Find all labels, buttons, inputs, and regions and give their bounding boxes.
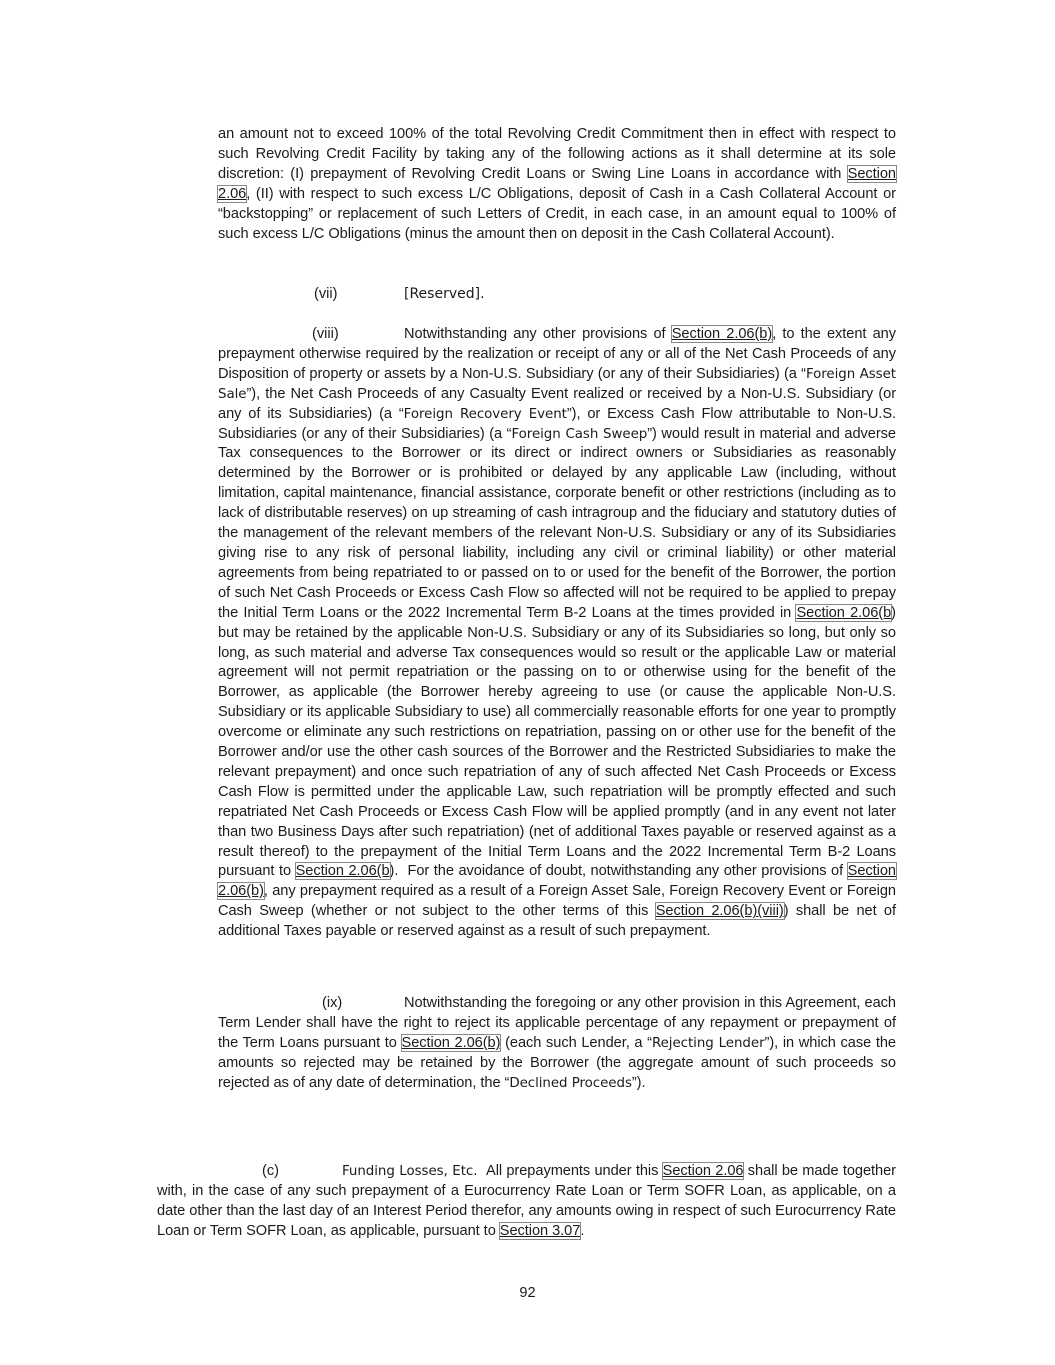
section-link[interactable]: Section 2.06(b) <box>401 1034 501 1051</box>
section-link[interactable]: Section 2.06 <box>662 1163 744 1179</box>
clause-viii-paragraph: Notwithstanding any other provisions of Section 2.06(b), to the extent any prepayment otherwise required by the realization or receipt of any or all of the Net Cash Proceeds of any Disposition of property or assets by a Non-U.S. Subsidiary (or any of their Subsidiaries) (a “Foreign Asset Sale”), the Net Cash Proceeds of any Casualty Event realized or received by a Non-U.S. Subsidiary (or any of its Subsidiaries) (a “Foreign Recovery Event”), or Excess Cash Flow attributable to Non-U.S. Subsidiaries (or any of their Subsidiaries) (a “Foreign Cash Sweep”) would result in material and adverse Tax consequences to the Borrower or its direct or indirect owners or Subsidiaries as reasonably determined by the Borrower or is prohibited or delayed by any applicable Law (including, without limitation, capital maintenance, financial assistance, corporate benefit or other restrictions (including as to lack of distributable reserves) on up streaming of cash intragroup and the fiduciary and statutory duties of the management of the relevant members of the relevant Non-U.S. Subsidiary or any of its Subsidiaries giving rise to any risk of personal liability, including any civil or criminal liability) or other material agreements from being repatriated to or passed on to or used for the benefit of the Borrower, the portion of such Net Cash Proceeds or Excess Cash Flow so affected will not be required to be applied to prepay the Initial Term Loans or the 2022 Incremental Term B-2 Loans at the times provided in Section 2.06(b) but may be retained by the applicable Non-U.S. Subsidiary or any of its Subsidiaries so long, but only so long, as such material and adverse Tax consequences would so result or the applicable Law or material agreement will not permit repatriation or the passing on to or otherwise using for the benefit of the Borrower, as applicable (the Borrower hereby agreeing to use (or cause the applicable Non-U.S. Subsidiary or its applicable Subsidiary to use) all commercially reasonable efforts for one year to promptly overcome or eliminate any such restrictions on repatriation, passing on or other use for the benefit of the Borrower and/or use the other cash sources of the Borrower and the Restricted Subsidiaries to make the relevant prepayment) and once such repatriation of any of such affected Net Cash Proceeds or Excess Cash Flow is permitted under the applicable Law, such repatriation will be promptly effected and such repatriated Net Cash Proceeds or Excess Cash Flow will be applied promptly (and in any event not later than two Business Days after such repatriation) (net of additional Taxes payable or reserved against as a result thereof) to the prepayment of the Initial Term Loans and the 2022 Incremental Term B-2 Loans pursuant to Section 2.06(b). For the avoidance of doubt, notwithstanding any other provisions of Section 2.06(b), any prepayment required as a result of a Foreign Asset Sale, Foreign Recovery Event or Foreign Cash Sweep (whether or not subject to the other terms of this Section 2.06(b)(viii)) shall be net of additional Taxes payable or reserved against as a result of such prepayment. <box>218 326 897 940</box>
clause-vii-text: [Reserved]. <box>404 286 485 302</box>
paragraph-continued: an amount not to exceed 100% of the total Revolving Credit Commitment then in effect with respect to such Revolving Credit Facility by taking any of the following actions as it shall determine at its sole discretion: (I) prepayment of Revolving Credit Loans or Swing Line Loans in accordance with Section 2.06, (II) with respect to such excess L/C Obligations, deposit of Cash in a Cash Collateral Account or “backstopping” or replacement of such Letters of Credit, in each case, in an amount equal to 100% of such excess L/C Obligations (minus the amount then on deposit in the Cash Collateral Account). <box>218 126 896 242</box>
section-heading: Funding Losses, Etc. <box>342 1164 478 1179</box>
defined-term: Foreign Cash Sweep <box>511 426 648 442</box>
clause-number-ix: (ix) <box>322 995 343 1011</box>
section-link[interactable]: Section 2.06(b) <box>671 326 773 342</box>
section-link[interactable]: Section 2.06(b <box>796 604 892 621</box>
section-link[interactable]: Section 3.07 <box>499 1222 581 1239</box>
section-link[interactable]: Section 2.06(b) <box>218 863 896 900</box>
clause-ix-paragraph: Notwithstanding the foregoing or any other provision in this Agreement, each Term Lender shall have the right to reject its applicable percentage of any repayment or prepayment of the Term Loans pursuant to Section 2.06(b) (each such Lender, a “Rejecting Lender”), in which case the amounts so rejected may be retained by the Borrower (the aggregate amount of such proceeds so rejected as of any date of determination, the “Declined Proceeds”). <box>218 995 896 1091</box>
section-link[interactable]: Section 2.06(b)(viii) <box>655 903 784 920</box>
defined-term: Declined Proceeds <box>509 1075 632 1091</box>
page-number: 92 <box>519 1285 536 1301</box>
defined-term: Foreign Asset Sale <box>218 366 896 402</box>
defined-term: Foreign Recovery Event <box>403 406 567 422</box>
section-link[interactable]: Section 2.06(b <box>295 863 390 880</box>
clause-number-vii: (vii) <box>314 286 338 302</box>
clause-number-viii: (viii) <box>312 326 339 342</box>
clause-number-c: (c) <box>262 1163 280 1179</box>
clause-c-paragraph: Funding Losses, Etc. All prepayments under this Section 2.06 shall be made together with, in the case of any such prepayment of a Eurocurrency Rate Loan or Term SOFR Loan, as applicable, on a date other than the last day of an Interest Period therefor, any amounts owing in respect of such Eurocurrency Rate Loan or Term SOFR Loan, as applicable, pursuant to Section 3.07. <box>157 1163 896 1239</box>
section-link[interactable]: Section 2.06 <box>218 165 896 202</box>
defined-term: Rejecting Lender <box>651 1035 765 1051</box>
